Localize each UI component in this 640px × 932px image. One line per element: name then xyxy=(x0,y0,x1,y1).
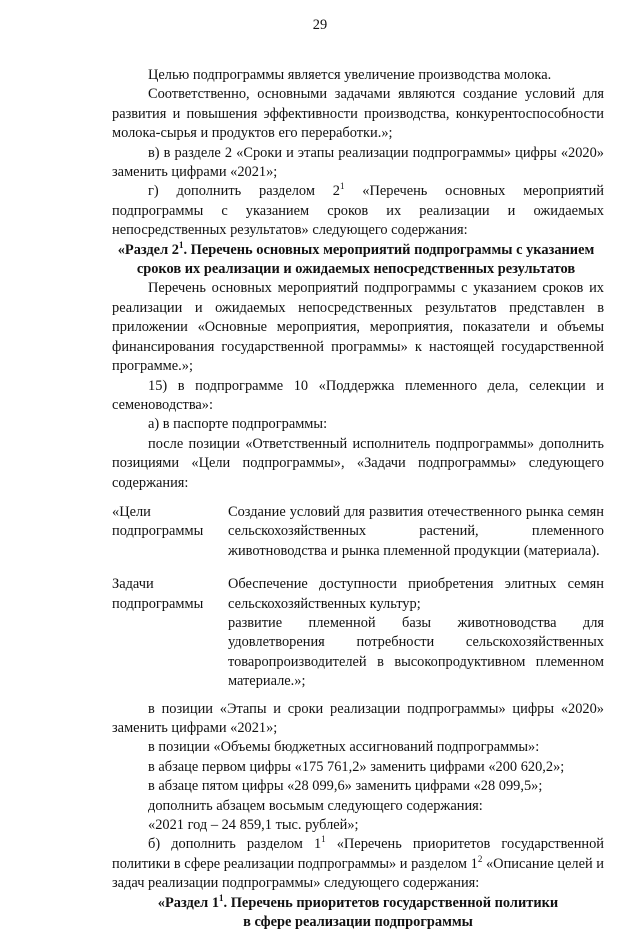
paragraph: «2021 год – 24 859,1 тыс. рублей»; xyxy=(148,817,359,834)
position-definition xyxy=(228,503,604,561)
superscript: 2 xyxy=(477,853,483,864)
text: в сфере реализации подпрограммы xyxy=(243,914,473,931)
paragraph: после позиции «Ответственный исполнитель подпрограммы» дополнить позициями «Цели подпрограммы», «Задачи подпрограммы» следующего содержания: xyxy=(112,435,604,491)
text: «Описание целей и задач реализации подпрограммы» следующего содержания: xyxy=(112,855,604,892)
superscript: 1 xyxy=(321,834,326,845)
section-heading xyxy=(100,241,612,280)
superscript: 1 xyxy=(219,892,224,903)
paragraph: в позиции «Объемы бюджетных ассигнований подпрограммы»: xyxy=(148,739,540,756)
section-heading xyxy=(112,894,604,932)
paragraph: Соответственно, основными задачами являются создание условий для развития и повышения эффективности производства, конкурентоспособности молока-сырья и продуктов его переработки.»; xyxy=(112,86,604,142)
paragraph: дополнить абзацем восьмым следующего содержания: xyxy=(148,797,483,814)
paragraph: 15) в подпрограмме 10 «Поддержка племенного дела, селекции и семеноводства»: xyxy=(112,377,604,413)
text: . Перечень приоритетов государственной политики xyxy=(223,894,559,911)
paragraph: в абзаце пятом цифры «28 099,6» заменить цифрами «28 099,5»; xyxy=(148,778,543,795)
definition-line: развитие племенной базы животноводства для удовлетворения потребности сельскохозяйственных товаропроизводителей в высокопродуктивном племенном материале.»; xyxy=(228,614,604,690)
text: . Перечень основных мероприятий подпрограммы с указанием сроков их реализации и ожидаемых непосредственных результатов xyxy=(136,241,595,278)
text: б) дополнить разделом 1 xyxy=(148,836,322,853)
paragraph: в позиции «Этапы и сроки реализации подпрограммы» цифры «2020» заменить цифрами «2021»; xyxy=(112,700,604,736)
paragraph-add-sections xyxy=(112,835,604,893)
definition-line: Создание условий для развития отечественного рынка семян сельскохозяйственных растений, племенного животноводства и рынка племенной продукции (материала). xyxy=(228,503,604,559)
position-definition xyxy=(228,561,604,691)
table-row xyxy=(112,561,604,691)
text: «Раздел 2 xyxy=(117,241,179,258)
paragraph: Перечень основных мероприятий подпрограммы с указанием сроков их реализации и ожидаемых непосредственных результатов представлен в приложении «Основные мероприятия, мероприятия, показатели и объемы финансирования государственной программы» к настоящей государственной программе.»; xyxy=(112,280,604,375)
superscript: 1 xyxy=(339,181,345,192)
paragraph: в абзаце первом цифры «175 761,2» заменить цифрами «200 620,2»; xyxy=(148,758,565,775)
paragraph: в) в разделе 2 «Сроки и этапы реализации подпрограммы» цифры «2020» заменить цифрами «2021»; xyxy=(112,144,604,181)
text: «Перечень основных мероприятий подпрограммы с указанием сроков их реализации и ожидаемых непосредственных результатов» следующего содержания: xyxy=(112,183,604,239)
text: «Перечень приоритетов государственной политики в сфере реализации подпрограммы» и разделом 1 xyxy=(112,836,604,872)
definition-line: Обеспечение доступности приобретения элитных семян сельскохозяйственных культур; xyxy=(228,576,604,612)
document-body xyxy=(112,66,604,932)
text: «Раздел 1 xyxy=(157,894,220,911)
paragraph: Целью подпрограммы является увеличение производства молока. xyxy=(148,67,552,83)
passport-positions-table xyxy=(112,503,604,692)
paragraph-add-section xyxy=(112,182,604,240)
superscript: 1 xyxy=(178,239,184,250)
position-term: «Цели подпрограммы xyxy=(112,503,204,540)
position-term: Задачи подпрограммы xyxy=(112,576,204,612)
text: г) дополнить разделом 2 xyxy=(148,183,340,200)
page-number: 29 xyxy=(312,17,328,33)
paragraph: а) в паспорте подпрограммы: xyxy=(148,416,328,433)
table-row xyxy=(112,503,604,561)
